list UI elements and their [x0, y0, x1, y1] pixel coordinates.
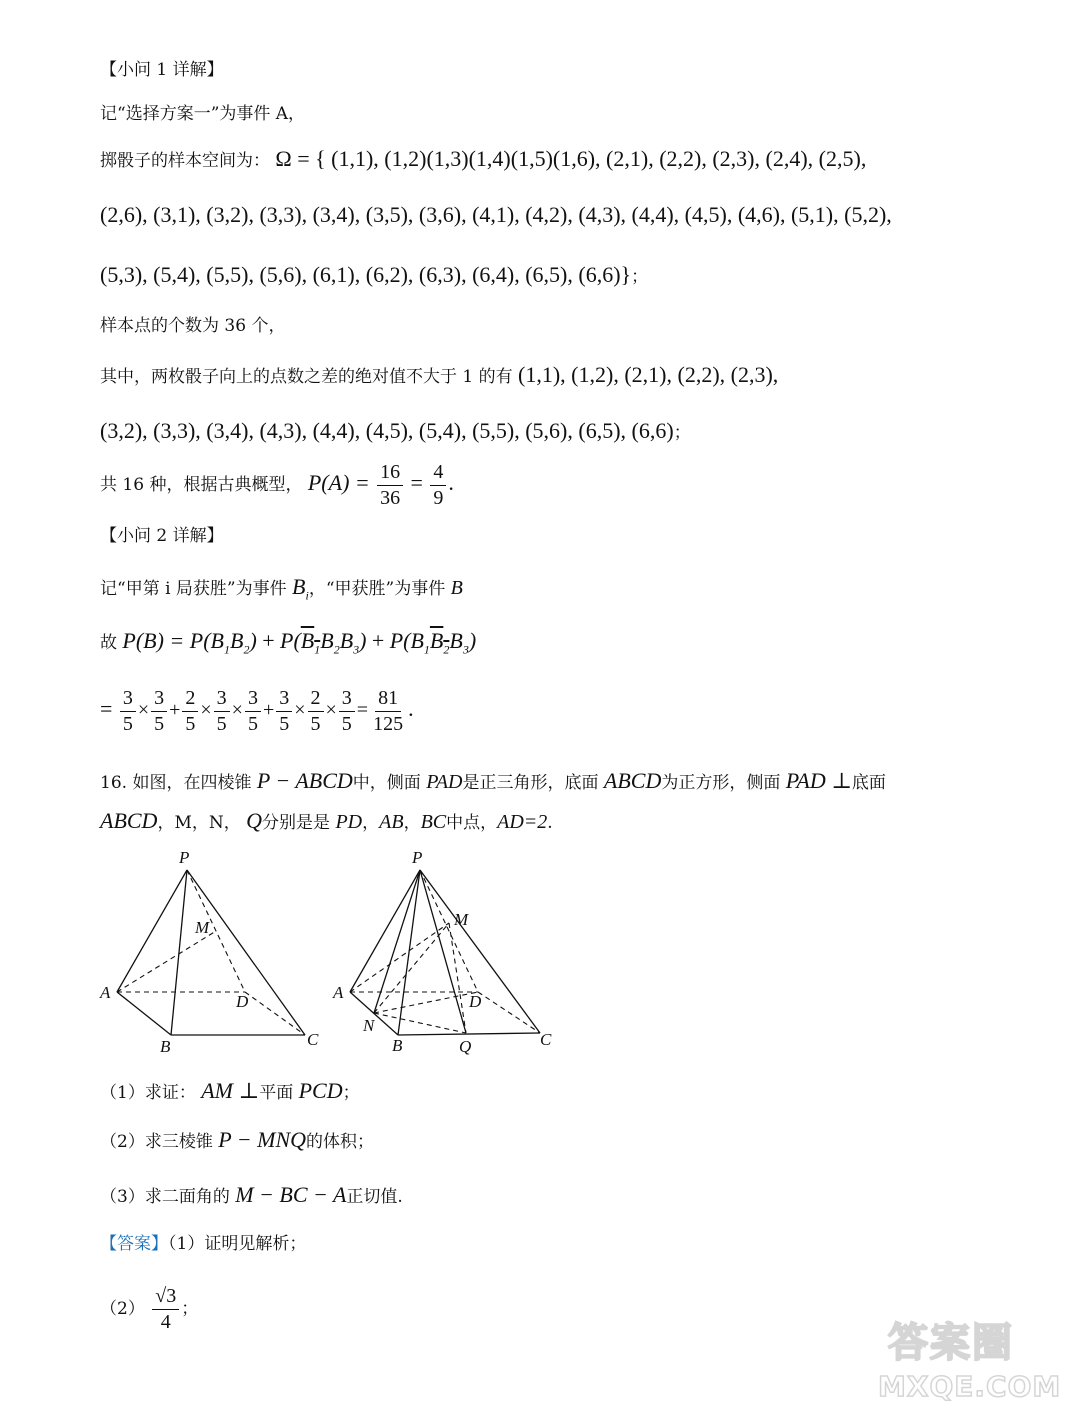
q2-math: P − MNQ: [218, 1127, 307, 1152]
p16-q: Q: [246, 808, 263, 833]
segment-mq-hidden: [449, 923, 466, 1033]
frac-f3: $\frac{2}{5}$: [182, 688, 198, 735]
event-b-text: ，“甲获胜”为事件: [308, 579, 446, 599]
p16-bc: BC: [420, 811, 447, 833]
pb-prefix: P(B) = P: [122, 628, 204, 653]
answer-tag: 【答案】: [100, 1234, 168, 1254]
plus-2: +: [371, 628, 385, 653]
q1-math: AM ⊥: [201, 1078, 260, 1103]
event-bi-definition: [100, 574, 463, 603]
label-B: B: [160, 1037, 171, 1056]
edge-dc-hidden: [478, 992, 540, 1033]
problem16-line1: [100, 768, 886, 794]
segment-am-hidden: [117, 931, 216, 992]
q3-math: M − BC − A: [235, 1182, 347, 1207]
frac-f4: $\frac{3}{5}$: [214, 688, 230, 735]
sample-row-1: (1,1), (1,2)(1,3)(1,4)(1,5)(1,6), (2,1), (2,2), (2,3), (2,4), (2,5),: [331, 146, 867, 171]
q2-prefix: （2）求三棱锥: [100, 1132, 213, 1152]
label-M: M: [454, 910, 469, 929]
b-symbol: B: [450, 577, 463, 599]
frac-f1: $\frac{3}{5}$: [120, 688, 136, 735]
part2-heading: 【小问 2 详解】: [100, 526, 224, 546]
pb-term-2: $P(B_1B_2B_3)$: [280, 628, 367, 657]
q1-mid: 平面: [259, 1083, 294, 1103]
watermark-logo: [878, 1311, 1062, 1403]
pyramid-figure-1: [95, 845, 335, 1060]
p16-period: .: [547, 813, 553, 833]
watermark-bottom: MXQE.COM: [878, 1370, 1062, 1403]
answer-1: （1）证明见解析；: [168, 1234, 307, 1254]
frac-f7: $\frac{2}{5}$: [308, 688, 324, 735]
equals: =: [356, 699, 369, 721]
sample-row-2: (2,6), (3,1), (3,2), (3,3), (3,4), (3,5), (3,6), (4,1), (4,2), (4,3), (4,4), (4,5), (4,6), (5,1), (5,2),: [100, 202, 892, 227]
question-3: [100, 1182, 403, 1208]
comma: ，: [362, 813, 380, 833]
total-label: 共 16 种，根据古典概型，: [100, 475, 303, 495]
pa-label: P(A) =: [307, 470, 370, 495]
p16-pad: PAD: [426, 771, 463, 793]
sample-space-line1: [100, 146, 866, 172]
p16-text-f: 分别是是: [262, 813, 331, 833]
edge-dc-hidden: [245, 992, 305, 1035]
label-Q: Q: [459, 1037, 472, 1056]
pb-term-1: $(B_1B_2)$: [203, 628, 257, 657]
question-1: [100, 1078, 360, 1104]
period: .: [448, 470, 454, 495]
edge-bc: [398, 1033, 540, 1035]
segment-nd-hidden: [374, 992, 478, 1013]
edge-pa: [350, 870, 420, 992]
q2-end: 的体积；: [306, 1132, 375, 1152]
q1-pcd: PCD: [298, 1078, 343, 1103]
fraction-16-36: $\frac{16}{36}$: [377, 462, 403, 509]
event-definition: 记“选择方案一”为事件 A，: [100, 104, 306, 124]
answer-2-end: ；: [181, 1299, 199, 1319]
label-M: M: [195, 918, 210, 937]
pb-term-3: $P(B_1B_2B_3)$: [389, 628, 477, 657]
pb-expression: [100, 628, 476, 657]
event-bi-text: 记“甲第 i 局获胜”为事件: [100, 579, 287, 599]
label-N: N: [363, 1016, 375, 1035]
favorable-line1: [100, 362, 778, 388]
favorable-label: 其中，两枚骰子向上的点数之差的绝对值不大于 1 的有: [100, 367, 513, 387]
semicolon: ；: [631, 267, 649, 287]
edge-pb: [398, 870, 420, 1035]
times: ×: [137, 699, 150, 721]
answer-line-1: [100, 1234, 306, 1254]
sample-row-3-line: [100, 262, 648, 288]
frac-result: $\frac{81}{125}$: [373, 687, 404, 735]
q1-prefix: （1）求证：: [100, 1083, 196, 1103]
p16-abcd: ABCD: [603, 768, 662, 793]
label-C: C: [540, 1030, 552, 1049]
q3-prefix: （3）求二面角的: [100, 1187, 230, 1207]
p16-text-a: 16. 如图，在四棱锥: [100, 773, 252, 793]
sample-row-3: (5,3), (5,4), (5,5), (5,6), (6,1), (6,2), (6,3), (6,4), (6,5), (6,6)}: [100, 262, 632, 287]
frac-f5: $\frac{3}{5}$: [245, 688, 261, 735]
favorable-row-2: (3,2), (3,3), (3,4), (4,3), (4,4), (4,5), (5,4), (5,5), (5,6), (6,5), (6,6): [100, 418, 674, 443]
q1-end: ；: [342, 1083, 360, 1103]
answer-2-fraction: $\frac{√3}{4}$: [152, 1286, 179, 1333]
times: ×: [325, 699, 337, 721]
p16-ab: AB: [379, 811, 404, 833]
p16-text-e: 底面: [851, 773, 886, 793]
pb-result: [100, 688, 414, 735]
frac-f6: $\frac{3}{5}$: [276, 688, 292, 735]
frac-f2: $\frac{3}{5}$: [151, 688, 167, 735]
sample-count: 样本点的个数为 36 个，: [100, 316, 286, 336]
p16-text-g: 中点，: [446, 813, 498, 833]
p16-mn: ，M，N，: [157, 813, 241, 833]
q3-end: 正切值.: [346, 1187, 403, 1207]
watermark-top: 答案圈: [888, 1320, 1014, 1366]
times: ×: [200, 699, 212, 721]
label-P: P: [412, 848, 423, 867]
times: ×: [231, 699, 243, 721]
segment-nq-hidden: [374, 1013, 466, 1033]
p16-text-d: 为正方形，侧面: [661, 773, 781, 793]
label-A: A: [100, 983, 111, 1002]
label-D: D: [236, 992, 249, 1011]
p16-abcd-2: ABCD: [100, 808, 158, 833]
answer-line-2: [100, 1286, 198, 1333]
label-A: A: [333, 983, 344, 1002]
pyramid-figure-2: [328, 845, 568, 1060]
p16-ad-eq: AD=2: [497, 811, 548, 833]
label-B: B: [392, 1036, 403, 1055]
p16-text-b: 中，侧面: [352, 773, 421, 793]
bi-symbol: $B_i$: [292, 574, 309, 603]
gu-text: 故: [100, 633, 117, 653]
semicolon: ；: [673, 423, 691, 443]
label-D: D: [469, 992, 482, 1011]
plus: +: [262, 699, 275, 721]
omega-equals: Ω = {: [275, 146, 326, 171]
question-2: [100, 1127, 374, 1153]
sample-space-label: 掷骰子的样本空间为：: [100, 151, 270, 171]
plus: +: [169, 699, 181, 721]
equals-sign: =: [410, 470, 423, 495]
p16-perp-pad: PAD ⊥: [785, 768, 852, 793]
p16-pd: PD: [335, 811, 363, 833]
part1-heading: 【小问 1 详解】: [100, 60, 224, 80]
comma: ，: [403, 813, 421, 833]
period: .: [408, 696, 414, 721]
probability-line: [100, 462, 454, 509]
result-equals: =: [100, 696, 113, 721]
frac-f8: $\frac{3}{5}$: [339, 688, 355, 735]
times: ×: [294, 699, 306, 721]
fraction-4-9: $\frac{4}{9}$: [430, 462, 446, 509]
favorable-row-1: (1,1), (1,2), (2,1), (2,2), (2,3),: [518, 362, 779, 387]
p16-text-c: 是正三角形，底面: [462, 773, 599, 793]
plus-1: +: [262, 628, 275, 653]
favorable-line2: [100, 418, 691, 444]
problem16-line2: [100, 808, 553, 834]
label-P: P: [179, 848, 190, 867]
edge-ab: [117, 992, 171, 1035]
p16-pabcd: P − ABCD: [256, 768, 353, 793]
answer-2-prefix: （2）: [100, 1299, 145, 1319]
label-C: C: [307, 1030, 319, 1049]
